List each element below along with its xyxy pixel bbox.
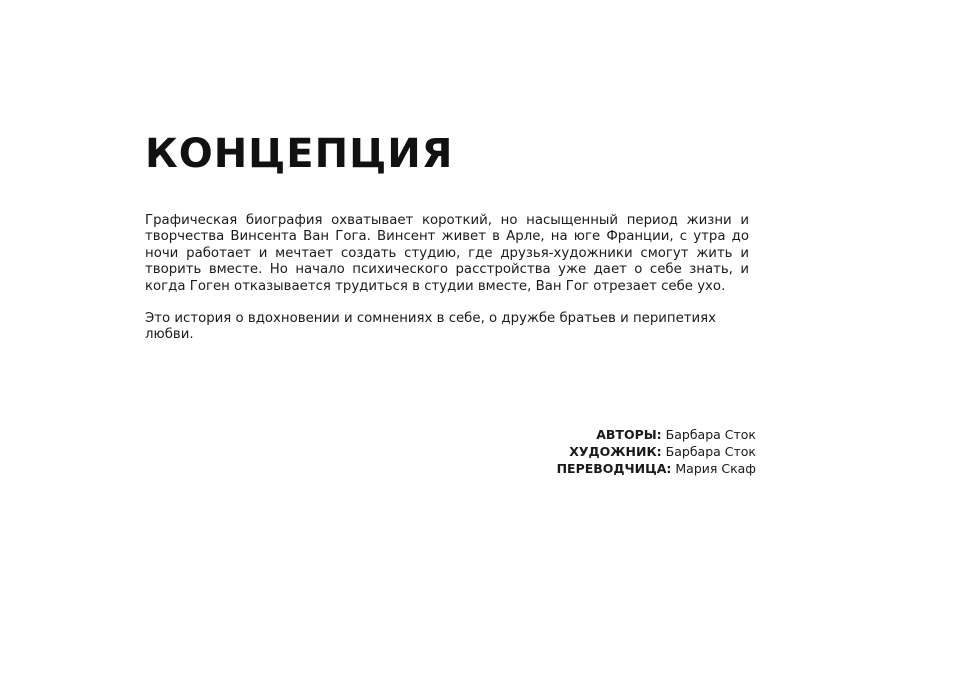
credit-value: Барбара Сток	[665, 444, 756, 459]
credit-translator	[557, 460, 756, 477]
credit-label: ХУДОЖНИК:	[569, 444, 662, 459]
credit-label: ПЕРЕВОДЧИЦА:	[556, 461, 672, 476]
credit-artist	[557, 443, 756, 460]
concept-text	[145, 213, 749, 360]
paragraph-synopsis: Графическая биография охватывает короткий, но насыщенный период жизни и творчества Винсента Ван Гога. Винсент живет в Арле, на юге Франции, с утра до ночи работает и мечтает создать студию, где друзья-художники смогут жить и творить вместе. Но начало психического расстройства уже дает о себе знать, и когда Гоген отказывается трудиться в студии вместе, Ван Гог отрезает себе ухо.	[145, 213, 749, 294]
credit-value: Барбара Сток	[665, 427, 756, 442]
page-title: КОНЦЕПЦИЯ	[145, 131, 454, 177]
credit-label: АВТОРЫ:	[596, 427, 662, 442]
paragraph-themes: Это история о вдохновении и сомнениях в себе, о дружбе братьев и перипетиях любви.	[145, 311, 717, 343]
credits-block	[557, 426, 756, 477]
credit-value: Мария Скаф	[675, 461, 756, 476]
credit-authors	[557, 426, 756, 443]
